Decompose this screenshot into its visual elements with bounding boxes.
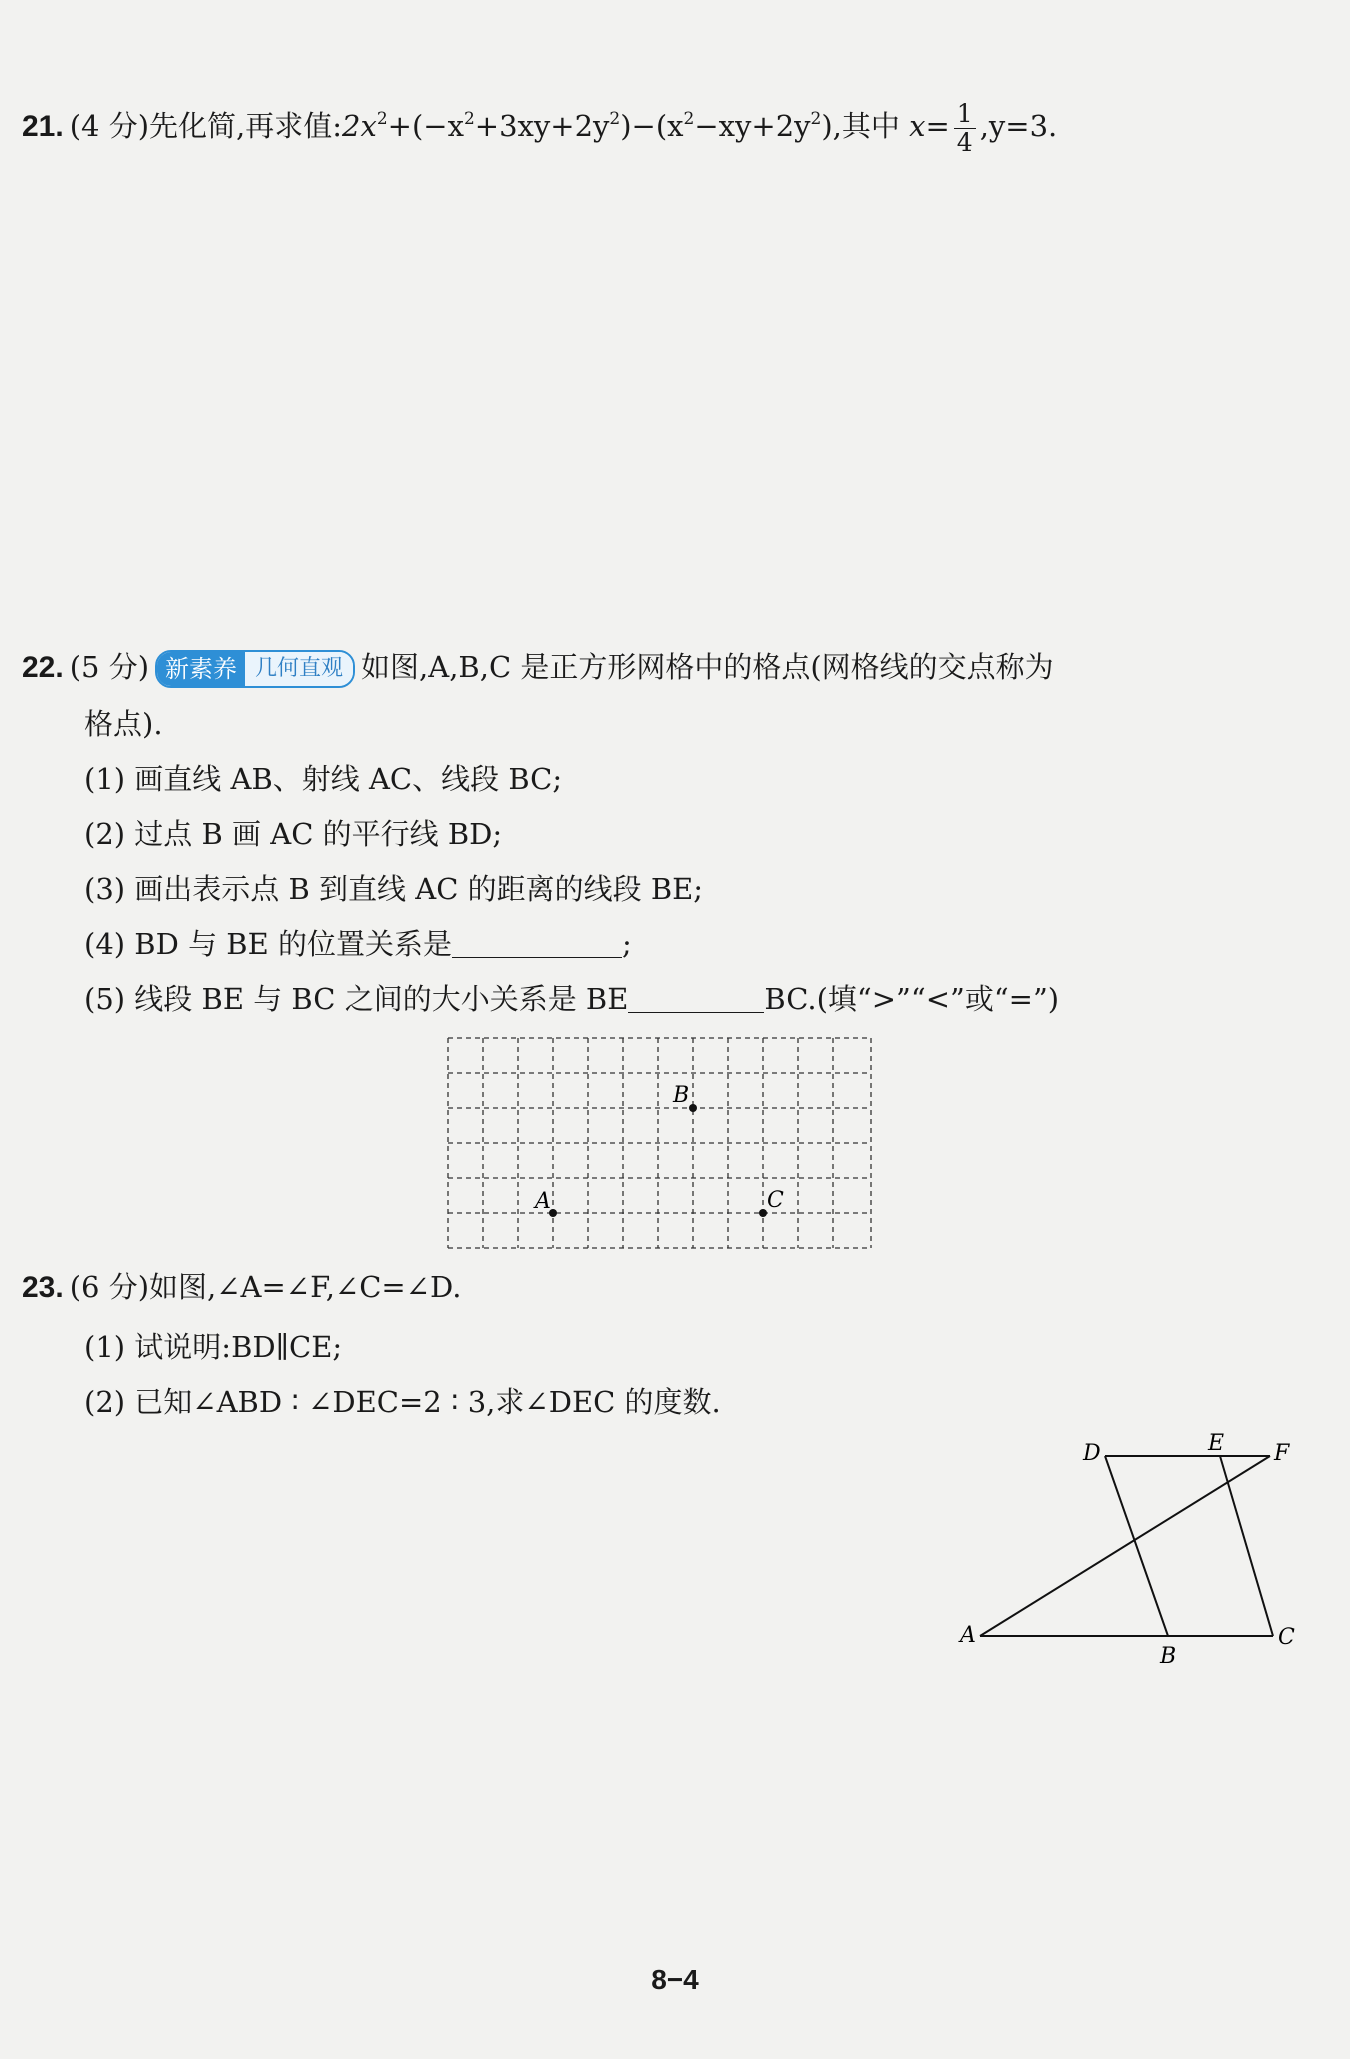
label-d: D — [1083, 1441, 1101, 1466]
question-score: (6 分) — [69, 1270, 150, 1304]
fraction — [954, 100, 976, 156]
expr-part: −xy+2y — [694, 109, 811, 143]
badge-main: 新素养 — [157, 652, 245, 686]
sub-question-end: ; — [622, 927, 632, 961]
question-prompt: 先化简,再求值: — [149, 109, 343, 143]
sub-question-4 — [84, 922, 632, 963]
exponent: 2 — [376, 109, 388, 129]
x-label: x= — [909, 109, 950, 143]
expr-part: 2x — [342, 109, 377, 143]
sub-question-1: (1) 画直线 AB、射线 AC、线段 BC; — [84, 762, 563, 796]
question-prompt: 如图,∠A=∠F,∠C=∠D. — [149, 1270, 462, 1304]
fraction-denominator: 4 — [956, 127, 973, 157]
expr-part: +3xy+2y — [474, 109, 610, 143]
question-23 — [22, 1270, 461, 1306]
geometry-figure — [950, 1430, 1310, 1670]
fraction-numerator: 1 — [954, 100, 976, 129]
question-prompt: 如图,A,B,C 是正方形网格中的格点(网格线的交点称为 — [361, 650, 1054, 684]
exponent: 2 — [463, 109, 475, 129]
exponent: 2 — [609, 109, 621, 129]
question-score: (5 分) — [69, 650, 150, 684]
label-a: A — [960, 1623, 976, 1648]
expr-part: )−(x — [620, 109, 684, 143]
page-number: 8−4 — [651, 1964, 699, 1995]
label-c: C — [1278, 1625, 1295, 1650]
point-c[interactable] — [759, 1209, 767, 1217]
question-number: 23. — [22, 1271, 64, 1304]
label-f: F — [1274, 1441, 1290, 1466]
sub-question-1: (1) 试说明:BD∥CE; — [84, 1330, 343, 1364]
question-score: (4 分) — [69, 109, 150, 143]
sub-question-3: (3) 画出表示点 B 到直线 AC 的距离的线段 BE; — [84, 872, 704, 906]
answer-blank[interactable] — [452, 931, 622, 958]
sub-question-2: (2) 过点 B 画 AC 的平行线 BD; — [84, 817, 503, 851]
answer-blank[interactable] — [628, 986, 764, 1013]
question-number: 22. — [22, 651, 64, 684]
expr-part: ),其中 — [821, 109, 910, 143]
sub-question-2: (2) 已知∠ABD ∶ ∠DEC=2 ∶ 3,求∠DEC 的度数. — [84, 1385, 721, 1419]
question-21 — [22, 100, 1057, 156]
sub-question-5 — [84, 977, 1059, 1018]
sub-question-text: (5) 线段 BE 与 BC 之间的大小关系是 BE — [84, 982, 629, 1016]
label-e: E — [1208, 1431, 1225, 1456]
point-b-label: B — [673, 1083, 690, 1108]
figure-lines — [980, 1456, 1273, 1636]
question-22 — [22, 650, 1054, 688]
badge-sub: 几何直观 — [245, 652, 353, 686]
grid-lines — [448, 1038, 871, 1248]
point-a-label: A — [535, 1189, 551, 1214]
literacy-badge — [155, 650, 355, 688]
expr-part: +(−x — [387, 109, 464, 143]
sub-question-text: (4) BD 与 BE 的位置关系是 — [84, 927, 452, 961]
label-b: B — [1160, 1644, 1177, 1669]
exponent: 2 — [810, 109, 822, 129]
point-b[interactable] — [689, 1104, 697, 1112]
expr-tail: ,y=3. — [979, 109, 1058, 143]
exponent: 2 — [683, 109, 695, 129]
square-grid-figure — [440, 1030, 880, 1260]
point-c-label: C — [767, 1188, 784, 1213]
question-number: 21. — [22, 110, 64, 143]
question-prompt-continued: 格点). — [84, 707, 163, 741]
sub-question-end: BC.(填“>”“<”或“=”) — [764, 982, 1060, 1016]
